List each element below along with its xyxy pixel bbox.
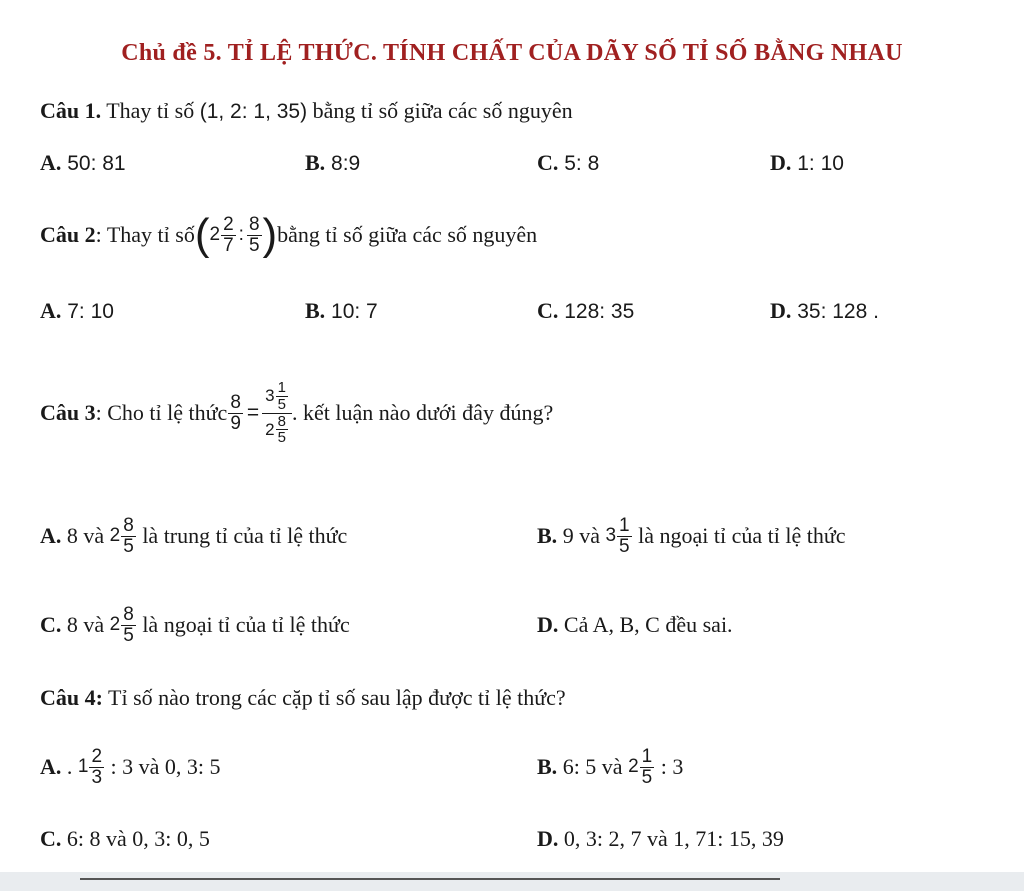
q1-option-d: [770, 150, 844, 176]
left-fraction: [228, 393, 243, 434]
q4-option-b-post: : 3: [655, 754, 684, 779]
q3-option-a-pre: 8 và: [61, 523, 110, 548]
q4-option-a: [40, 737, 221, 797]
q3-option-a-label: A.: [40, 523, 62, 548]
q3-option-a-fraction: [121, 516, 136, 557]
question-3-text-end: . kết luận nào dưới đây đúng?: [291, 400, 554, 425]
q4-option-a-post: : 3 và 0, 3: 5: [105, 754, 221, 779]
q3-option-c-pre: 8 và: [61, 612, 110, 637]
division-sign: :: [238, 224, 244, 245]
q1-option-d-label: D.: [770, 150, 792, 175]
q3-option-a-mixed: [110, 516, 137, 557]
fraction-2-num: 8: [248, 213, 260, 235]
fraction-2-den: 5: [248, 234, 260, 256]
q4-option-a-mixed: [78, 747, 105, 788]
fraction-1-num: 2: [223, 213, 234, 235]
question-2: [40, 200, 537, 270]
q1-option-d-text: 1: 10: [791, 152, 844, 175]
compound-fraction: [262, 380, 292, 446]
q3-option-b-den: 5: [619, 535, 630, 557]
q2-option-b-text: 10: 7: [325, 300, 378, 323]
q3-option-b-num: 1: [619, 514, 630, 536]
q4-option-a-label: A.: [40, 754, 62, 779]
q3-option-b-post: là ngoại tỉ của tỉ lệ thức: [632, 523, 846, 548]
fraction-2: [247, 215, 262, 256]
question-2-label: Câu 2: [40, 222, 96, 247]
q4-option-b-pre: 6: 5 và: [557, 754, 629, 779]
q2-option-b: [305, 298, 378, 324]
equals-sign: =: [246, 401, 260, 424]
q3-option-c-mixed: [110, 605, 137, 646]
bottom-whole: 2: [265, 419, 275, 439]
bottom-bar: [0, 872, 1024, 891]
q4-option-b-mixed: [628, 747, 655, 788]
top-whole: 3: [265, 386, 275, 406]
q3-option-b-whole: 3: [605, 525, 617, 546]
q1-option-c: [537, 150, 599, 176]
q4-option-a-num: 2: [91, 745, 103, 767]
q4-option-b-label: B.: [537, 754, 558, 779]
q2-option-d: [770, 298, 879, 324]
q4-option-a-fraction: [89, 747, 104, 788]
q3-option-d-text: Cả A, B, C đều sai.: [558, 612, 733, 637]
q1-option-b-label: B.: [305, 150, 326, 175]
bottom-fraction-den: 5: [277, 429, 286, 447]
q2-option-a: [40, 298, 114, 324]
q3-option-b: [537, 506, 846, 566]
compound-numerator: [262, 380, 292, 414]
q3-option-c-post: là ngoại tỉ của tỉ lệ thức: [136, 612, 350, 637]
question-4-text: Tỉ số nào trong các cặp tỉ số sau lập được tỉ lệ thức?: [102, 685, 566, 710]
q2-option-a-label: A.: [40, 298, 62, 323]
q2-option-c: [537, 298, 634, 324]
question-1-text: Thay tỉ số: [101, 98, 200, 123]
q4-option-c: [40, 826, 210, 852]
q3-option-b-mixed: [605, 516, 632, 557]
q3-option-c-fraction: [121, 605, 136, 646]
q3-option-a: [40, 506, 347, 566]
right-paren: ): [262, 210, 278, 259]
q3-option-a-post: là trung tỉ của tỉ lệ thức: [136, 523, 348, 548]
top-fraction-num: 1: [277, 379, 286, 396]
q1-option-c-label: C.: [537, 150, 559, 175]
q1-option-a: [40, 150, 126, 176]
top-fraction-den: 5: [277, 395, 286, 413]
question-4: [40, 685, 566, 711]
q4-option-b: [537, 737, 683, 797]
q4-option-a-whole: 1: [77, 756, 89, 777]
q4-option-b-whole: 2: [628, 756, 639, 777]
question-4-label: Câu 4:: [40, 685, 103, 710]
left-fraction-den: 9: [230, 412, 241, 434]
q4-option-c-label: C.: [40, 826, 62, 851]
q4-option-d: [537, 826, 784, 852]
q4-option-b-den: 5: [641, 766, 653, 788]
question-1-expression: (1, 2: 1, 35): [199, 100, 308, 123]
q1-option-b: [305, 150, 360, 176]
q2-option-b-label: B.: [305, 298, 326, 323]
q3-option-a-den: 5: [123, 535, 134, 557]
q4-option-a-den: 3: [91, 766, 103, 788]
q1-option-c-text: 5: 8: [558, 152, 600, 175]
q2-option-d-text: 35: 128 .: [791, 300, 879, 323]
q3-option-c: [40, 595, 350, 655]
left-paren: (: [194, 210, 210, 259]
question-1-label: Câu 1.: [40, 98, 102, 123]
q3-option-b-fraction: [617, 516, 632, 557]
q3-option-c-num: 8: [123, 603, 134, 625]
question-3-text: : Cho tỉ lệ thức: [95, 400, 228, 425]
question-3-label: Câu 3: [40, 400, 96, 425]
q3-option-d-label: D.: [537, 612, 559, 637]
divider: [80, 878, 780, 880]
question-2-text: : Thay tỉ số: [95, 222, 195, 247]
bottom-fraction: [276, 414, 288, 447]
q1-option-b-text: 8:9: [325, 152, 361, 175]
question-1: [40, 98, 573, 124]
question-2-ratio: [210, 215, 263, 256]
question-2-text-end: bằng tỉ số giữa các số nguyên: [277, 222, 538, 247]
q3-option-a-whole: 2: [109, 525, 121, 546]
q1-option-a-label: A.: [40, 150, 62, 175]
q3-option-c-den: 5: [123, 624, 134, 646]
q3-option-a-num: 8: [123, 514, 134, 536]
q3-option-b-pre: 9 và: [557, 523, 606, 548]
mixed-whole: 2: [209, 224, 221, 245]
q3-option-b-label: B.: [537, 523, 558, 548]
q2-option-c-label: C.: [537, 298, 559, 323]
compound-denominator: [262, 414, 292, 447]
fraction-1: [221, 215, 236, 256]
q2-option-c-text: 128: 35: [558, 300, 635, 323]
q4-option-b-fraction: [640, 747, 655, 788]
q3-option-c-label: C.: [40, 612, 62, 637]
q3-option-c-whole: 2: [109, 614, 121, 635]
q2-option-d-label: D.: [770, 298, 792, 323]
fraction-1-den: 7: [223, 234, 234, 256]
question-3: [40, 352, 553, 474]
q2-option-a-text: 7: 10: [61, 300, 114, 323]
q4-option-c-text: 6: 8 và 0, 3: 0, 5: [61, 826, 210, 851]
left-fraction-num: 8: [230, 391, 241, 413]
q3-option-d: [537, 612, 733, 638]
bottom-fraction-num: 8: [277, 412, 286, 430]
q4-option-b-num: 1: [641, 745, 653, 767]
top-fraction: [276, 380, 288, 413]
document-title: Chủ đề 5. TỈ LỆ THỨC. TÍNH CHẤT CỦA DÃY SỐ TỈ SỐ BẰNG NHAU: [121, 40, 903, 66]
q4-option-d-text: 0, 3: 2, 7 và 1, 71: 15, 39: [558, 826, 784, 851]
q4-option-a-pre: .: [61, 754, 78, 779]
q4-option-d-label: D.: [537, 826, 559, 851]
question-1-text-end: bằng tỉ số giữa các số nguyên: [307, 98, 573, 123]
q1-option-a-text: 50: 81: [61, 152, 126, 175]
